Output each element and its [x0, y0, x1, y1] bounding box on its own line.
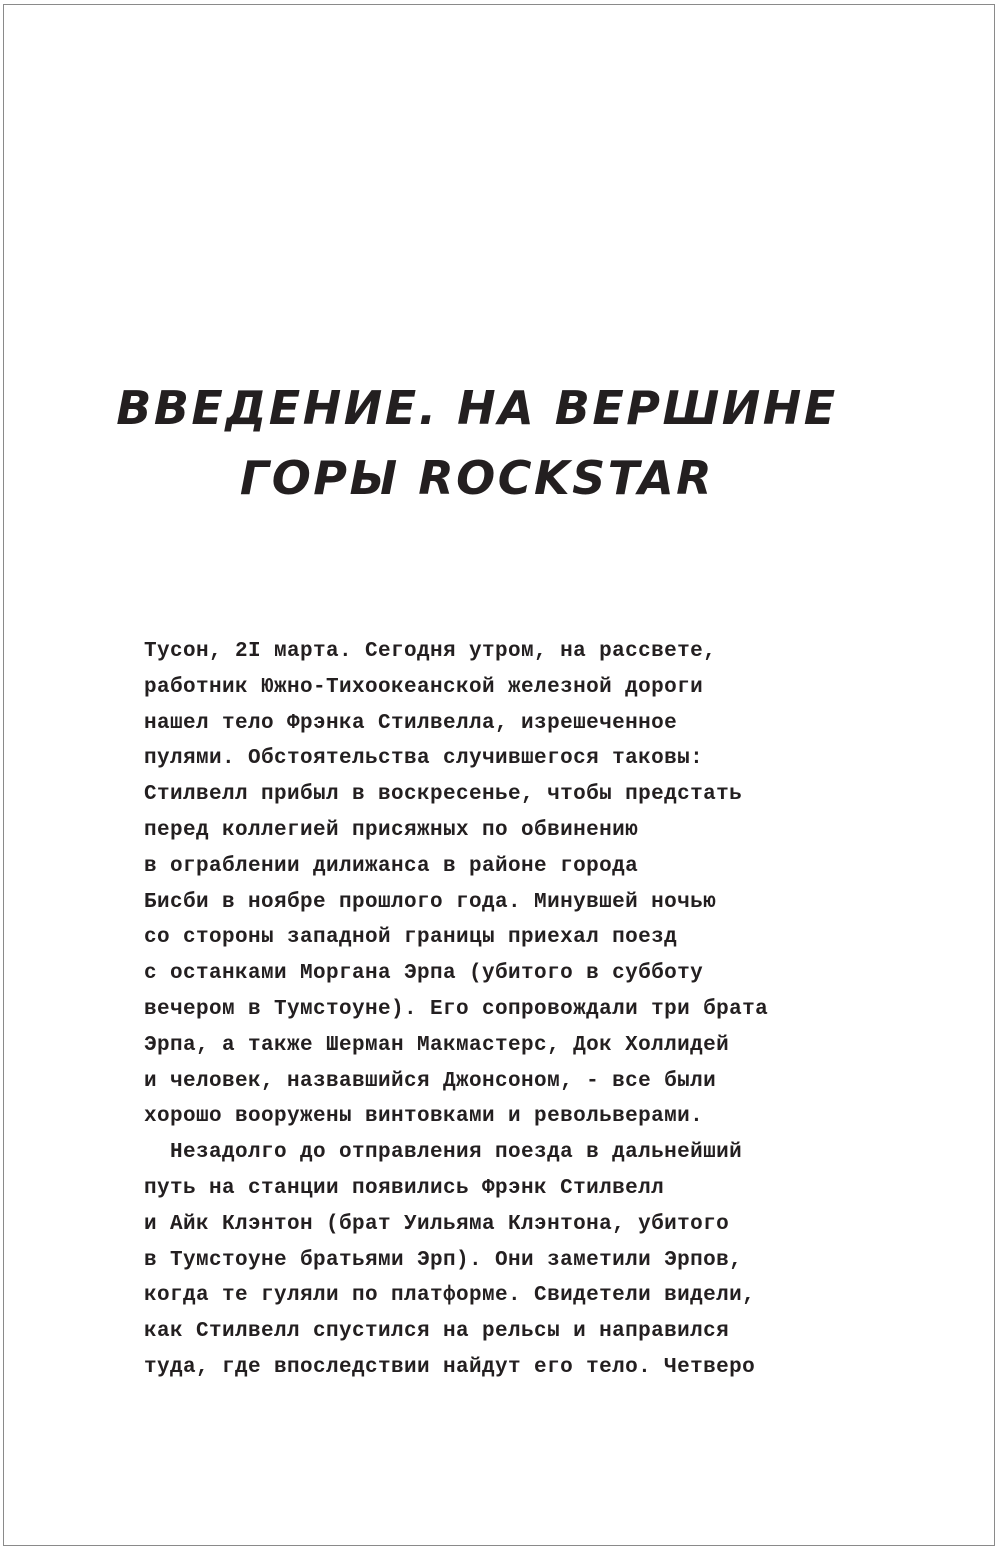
text-line: пулями. Обстоятельства случившегося таковы: — [144, 747, 704, 771]
text-line: и человек, назвавшийся Джонсоном, - все были — [144, 1069, 717, 1093]
text-line: когда те гуляли по платформе. Свидетели видели, — [144, 1284, 756, 1308]
text-line: Бисби в ноябре прошлого года. Минувшей ночью — [144, 890, 717, 914]
text-line: в ограблении дилижанса в районе города — [144, 854, 639, 878]
text-line: с останками Моргана Эрпа (убитого в субботу — [144, 962, 704, 986]
text-line: нашел тело Фрэнка Стилвелла, изрешеченное — [144, 711, 678, 735]
text-line: хорошо вооружены винтовками и револьверами. — [144, 1105, 704, 1129]
text-line: перед коллегией присяжных по обвинению — [144, 818, 639, 842]
text-line: как Стилвелл спустился на рельсы и направился — [144, 1320, 730, 1344]
text-line: работник Южно-Тихоокеанской железной дороги — [144, 675, 704, 699]
text-line: туда, где впоследствии найдут его тело. Четверо — [144, 1355, 756, 1379]
body-paragraphs — [144, 634, 844, 1386]
text-line: в Тумстоуне братьями Эрп). Они заметили Эрпов, — [144, 1248, 743, 1272]
text-line: Стилвелл прибыл в воскресенье, чтобы предстать — [144, 783, 743, 807]
text-line: со стороны западной границы приехал поезд — [144, 926, 678, 950]
text-line: Незадолго до отправления поезда в дальнейший — [144, 1141, 743, 1165]
book-page — [3, 4, 995, 1546]
text-line: и Айк Клэнтон (брат Уильяма Клэнтона, убитого — [144, 1212, 730, 1236]
chapter-title-line-2: ГОРЫ ROCKSTAR — [239, 451, 715, 505]
text-line: вечером в Тумстоуне). Его сопровождали три брата — [144, 997, 769, 1021]
chapter-title-line-1: ВВЕДЕНИЕ. НА ВЕРШИНЕ — [116, 381, 838, 435]
text-line: Эрпа, а также Шерман Макмастерс, Док Холлидей — [144, 1033, 730, 1057]
chapter-title — [4, 373, 950, 513]
text-line: путь на станции появились Фрэнк Стилвелл — [144, 1176, 665, 1200]
text-line: Тусон, 2I марта. Сегодня утром, на рассвете, — [144, 640, 717, 663]
